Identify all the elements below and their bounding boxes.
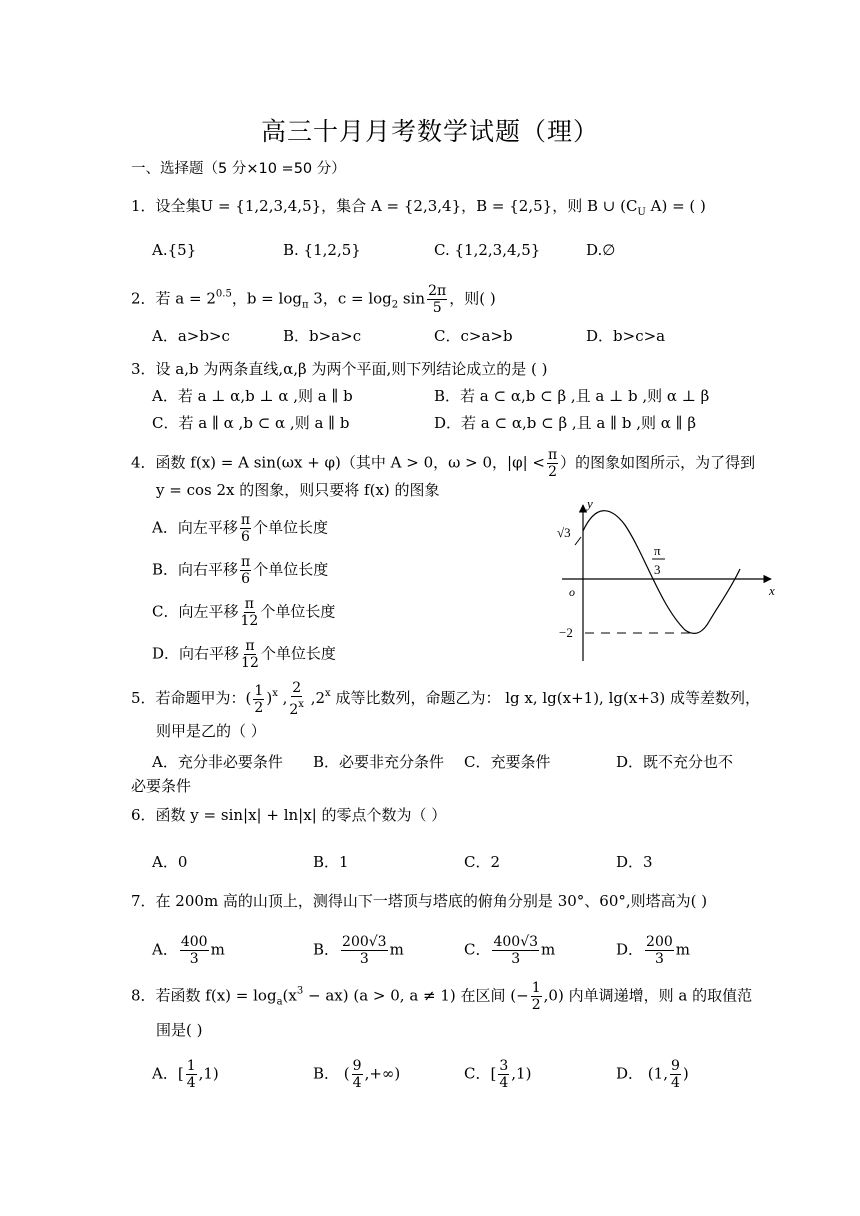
q5-option-d-continued: 必要条件 [131,777,192,795]
q4-function-graph [545,495,785,665]
question-5-stem: 5．若命题甲为：( $\frac{1}{2}$ )$^x$ , $\frac{2}{2^x}$ ,2$^x$ 成等比数列，命题乙为： lg x, lg(x+1), lg(x+3) 成等差数列， [131,680,761,718]
q2-option-b[interactable]: B．b>a>c [283,327,362,345]
question-1-stem: 1．设全集U = {1,2,3,4,5}，集合 A = {2,3,4}，B = {2,5}，则 B ∪ ($C_U$ A) = ( ) [131,197,706,218]
q1-option-a[interactable]: A.{5} [152,241,197,259]
q3-option-d[interactable]: D．若 a ⊂ α,b ⊂ β ,且 a ∥ b ,则 α ∥ β [434,414,697,432]
question-3-stem: 3．设 a,b 为两条直线,α,β 为两个平面,则下列结论成立的是 ( ) [131,360,548,378]
pi-over-3-den: 3 [654,562,661,577]
q6-option-d[interactable]: D．3 [616,853,653,871]
q3-option-b[interactable]: B．若 a ⊂ α,b ⊂ β ,且 a ⊥ b ,则 α ⊥ β [434,387,710,405]
minus2-label: −2 [559,625,573,640]
q6-option-b[interactable]: B．1 [313,853,349,871]
q2-fraction: $\frac{2\pi}{5}$ [428,283,447,316]
q7-option-d[interactable]: D． $\frac{200}{3}$ m [616,934,690,967]
sqrt3-tick [575,537,581,545]
q7-option-c[interactable]: C． $\frac{400√3}{3}$ m [464,934,556,967]
q8-option-d[interactable]: D． (1, $\frac{9}{4}$ ) [616,1058,689,1091]
q5-option-b[interactable]: B．必要非充分条件 [313,753,445,771]
question-7-stem: 7．在 200m 高的山顶上，测得山下一塔顶与塔底的俯角分别是 30°、60°,则塔高为( ) [131,892,708,910]
q5-option-d[interactable]: D．既不充分也不 [616,753,734,771]
question-4-stem: 4．函数 f(x) = A sin(ωx + φ)（其中 A > 0，ω > 0，|φ| < $\frac{\pi}{2}$ ）的图象如图所示，为了得到 [131,447,756,480]
q6-option-c[interactable]: C．2 [464,853,501,871]
q3-option-c[interactable]: C．若 a ∥ α ,b ⊂ α ,则 a ∥ b [152,414,350,432]
sqrt3-label: √3 [557,525,571,540]
q4-option-d[interactable]: D．向右平移 $\frac{\pi}{12}$ 个单位长度 [152,638,336,671]
q2-option-d[interactable]: D．b>c>a [586,327,666,345]
y-axis-label: y [587,496,593,511]
q3-option-a[interactable]: A．若 a ⊥ α,b ⊥ α ,则 a ∥ b [152,387,353,405]
q7-option-b[interactable]: B． $\frac{200√3}{3}$ m [313,934,404,967]
q8-option-c[interactable]: C．[ $\frac{3}{4}$ ,1) [464,1058,532,1091]
sine-curve [583,511,740,634]
pi-over-3-num: π [654,543,661,558]
origin-label: o [569,585,575,599]
q2-option-a[interactable]: A．a>b>c [152,327,230,345]
q7-option-a[interactable]: A． $\frac{400}{3}$ m [152,934,225,967]
q5-option-a[interactable]: A．充分非必要条件 [152,753,283,771]
section-heading: 一、选择题（5 分×10 =50 分） [131,161,346,177]
question-2-stem: 2．若 $a = 2^{0.5}$，$b = \log_\pi 3$，$c = \log_2 \sin$ $\frac{2\pi}{5}$ ，则( ) [131,283,496,316]
q1-option-d[interactable]: D.∅ [586,241,616,259]
q4-fraction: $\frac{\pi}{2}$ [547,447,558,480]
q6-option-a[interactable]: A．0 [152,853,188,871]
q4-option-a[interactable]: A．向左平移 $\frac{\pi}{6}$ 个单位长度 [152,512,329,545]
q2-option-c[interactable]: C．c>a>b [434,327,513,345]
question-8-stem: 8．若函数 $f(x) = \log_a(x^3 - ax) (a > 0$, a ≠ 1) 在区间 (− $\frac{1}{2}$ ,0) 内单调递增，则 a 的取值范 [131,980,753,1013]
q5-option-c[interactable]: C．充要条件 [464,753,551,771]
question-8-line2: 围是( ) [156,1021,203,1039]
question-4-line2: y = cos 2x 的图象，则只要将 f(x) 的图象 [156,481,440,499]
page-title: 高三十月月考数学试题（理） [260,117,599,146]
q4-option-c[interactable]: C．向左平移 $\frac{\pi}{12}$ 个单位长度 [152,596,336,629]
q1-option-b[interactable]: B. {1,2,5} [283,241,361,259]
x-axis-label: x [769,583,775,598]
question-5-line2: 则甲是乙的（ ） [156,722,266,740]
question-6-stem: 6．函数 y = sin|x| + ln|x| 的零点个数为（ ） [131,806,447,824]
q4-option-b[interactable]: B．向右平移 $\frac{\pi}{6}$ 个单位长度 [152,554,329,587]
q1-option-c[interactable]: C. {1,2,3,4,5} [434,241,541,259]
q8-option-a[interactable]: A．[ $\frac{1}{4}$ ,1) [152,1058,219,1091]
q8-option-b[interactable]: B． ( $\frac{9}{4}$ ,+∞) [313,1058,401,1091]
